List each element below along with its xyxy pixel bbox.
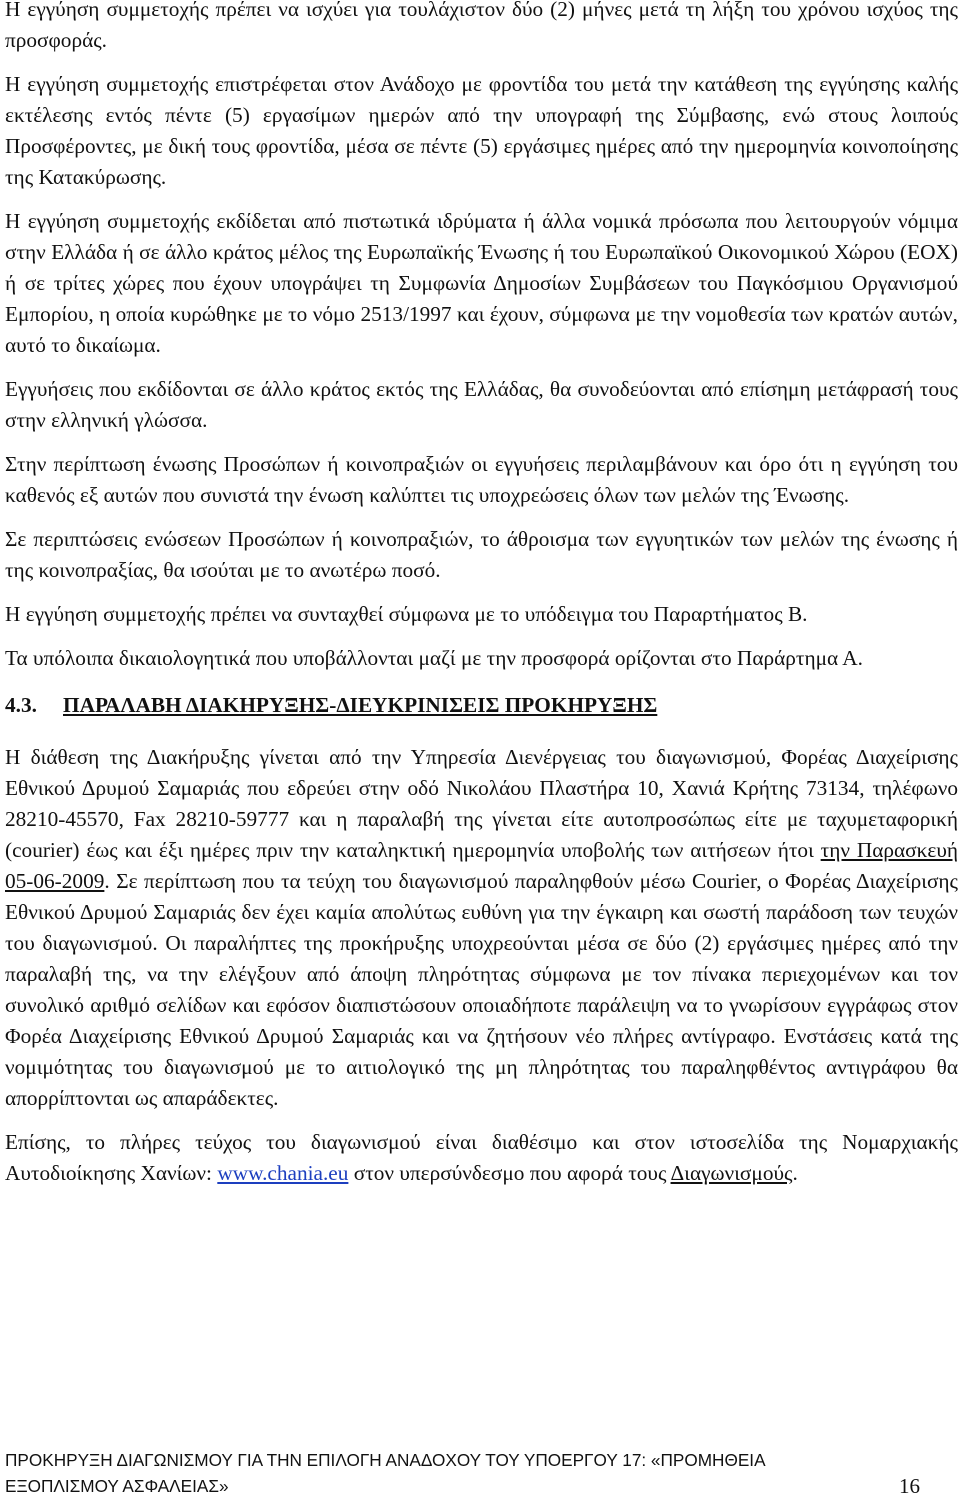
page-number: 16	[899, 1474, 920, 1498]
footer-line-2: ΕΞΟΠΛΙΣΜΟΥ ΑΣΦΑΛΕΙΑΣ»	[5, 1476, 229, 1496]
website-link[interactable]: www.chania.eu	[217, 1161, 349, 1185]
section-title: ΠΑΡΑΛΑΒΗ ΔΙΑΚΗΡΥΞΗΣ-ΔΙΕΥΚΡΙΝΙΣΕΙΣ ΠΡΟΚΗΡΥΞΗΣ	[63, 693, 658, 717]
distribution-text-2: . Σε περίπτωση που τα τεύχη του διαγωνισμού παραληφθούν μέσω Courier, ο Φορέας Διαχείρισης Εθνικού Δρυμού Σαμαριάς δεν έχει καμία απολύτως ευθύνη για την έγκαιρη και σωστή παράδοση των τευχών του διαγωνισμού. Οι παραλήπτες της προκήρυξης υποχρεούνται μέσα σε δύο (2) εργάσιμες ημέρες από την παραλαβή της, να την ελέγξουν από άποψη πληρότητας σύμφωνα με τον πίνακα περιεχομένων και τον συνολικό αριθμό σελίδων και εφόσον διαπιστώσουν οποιαδήποτε παράλειψη να το γνωρίσουν εγγράφως στον Φορέα Διαχείρισης Εθνικού Δρυμού Σαμαριάς και να ζητήσουν νέο πλήρες αντίγραφο. Ενστάσεις κατά της νομιμότητας του διαγωνισμού με το αιτιολογικό της μη πληρότητας του παραληφθέντος αντιγράφου θα απορρίπτονται ως απαράδεκτες.	[5, 869, 958, 1110]
paragraph-distribution	[5, 742, 958, 1114]
footer-line-1: ΠΡΟΚΗΡΥΞΗ ΔΙΑΓΩΝΙΣΜΟΥ ΓΙΑ ΤΗΝ ΕΠΙΛΟΓΗ ΑΝΑΔΟΧΟΥ ΤΟΥ ΥΠΟΕΡΓΟΥ 17: «ΠΡΟΜΗΘΕΙΑ	[5, 1450, 766, 1470]
tenders-link-text: Διαγωνισμούς	[670, 1161, 793, 1185]
footer-line-2-row	[5, 1473, 920, 1499]
paragraph-union-sum: Σε περιπτώσεις ενώσεων Προσώπων ή κοινοπραξιών, το άθροισμα των εγγυητικών των μελών της ένωσης ή της κοινοπραξίας, θα ισούται με το ανωτέρω ποσό.	[5, 527, 958, 582]
page-footer	[5, 1447, 920, 1499]
deadline-date: την Παρασκευή 05-06-2009	[5, 838, 958, 893]
website-text-2: στον υπερσύνδεσμο που αφορά τους	[348, 1161, 671, 1185]
paragraph-website	[5, 1127, 958, 1189]
section-number: 4.3.	[5, 693, 37, 717]
paragraph-guarantee-issuers: Η εγγύηση συμμετοχής εκδίδεται από πιστωτικά ιδρύματα ή άλλα νομικά πρόσωπα που λειτουργούν νόμιμα στην Ελλάδα ή σε άλλο κράτος μέλος της Ευρωπαϊκής Ένωσης ή του Ευρωπαϊκού Οικονομικού Χώρου (ΕΟΧ) ή σε τρίτες χώρες που έχουν υπογράψει τη Συμφωνία Δημοσίων Συμβάσεων του Παγκόσμιου Οργανισμού Εμπορίου, η οποία κυρώθηκε με το νόμο 2513/1997 και έχουν, σύμφωνα με την νομοθεσία των κρατών αυτών, αυτό το δικαίωμα.	[5, 209, 958, 357]
website-text-3: .	[792, 1161, 798, 1185]
section-heading	[5, 690, 958, 720]
paragraph-guarantee-template: Η εγγύηση συμμετοχής πρέπει να συνταχθεί σύμφωνα με το υπόδειγμα του Παραρτήματος Β.	[5, 602, 808, 626]
paragraph-other-documents: Τα υπόλοιπα δικαιολογητικά που υποβάλλονται μαζί με την προσφορά ορίζονται στο Παράρτημα Α.	[5, 646, 864, 670]
paragraph-foreign-guarantees: Εγγυήσεις που εκδίδονται σε άλλο κράτος εκτός της Ελλάδας, θα συνοδεύονται από επίσημη μετάφρασή τους στην ελληνική γλώσσα.	[5, 377, 958, 432]
paragraph-union-guarantees: Στην περίπτωση ένωσης Προσώπων ή κοινοπραξιών οι εγγυήσεις περιλαμβάνουν και όρο ότι η εγγύηση του καθενός εξ αυτών που συνιστά την ένωση καλύπτει τις υποχρεώσεις όλων των μελών της Ένωσης.	[5, 452, 958, 507]
paragraph-guarantee-return: Η εγγύηση συμμετοχής επιστρέφεται στον Ανάδοχο με φροντίδα του μετά την κατάθεση της εγγύησης καλής εκτέλεσης εντός πέντε (5) εργασίμων ημερών από την υπογραφή της Σύμβασης, ενώ στους λοιπούς Προσφέροντες, με δική τους φροντίδα, μέσα σε πέντε (5) εργάσιμες ημέρες από την ημερομηνία κοινοποίησης της Κατακύρωσης.	[5, 72, 958, 189]
website-text-1: Επίσης, το πλήρες τεύχος του διαγωνισμού είναι διαθέσιμο και στον ιστοσελίδα της Νομαρχιακής Αυτοδιοίκησης Χανίων:	[5, 1130, 958, 1185]
paragraph-guarantee-validity: Η εγγύηση συμμετοχής πρέπει να ισχύει για τουλάχιστον δύο (2) μήνες μετά τη λήξη του χρόνου ισχύος της προσφοράς.	[5, 0, 958, 52]
document-page	[5, 0, 958, 1202]
distribution-text-1: Η διάθεση της Διακήρυξης γίνεται από την Υπηρεσία Διενέργειας του διαγωνισμού, Φορέας Διαχείρισης Εθνικού Δρυμού Σαμαριάς που εδρεύει στην οδό Νικολάου Πλαστήρα 10, Χανιά Κρήτης 73134, τηλέφωνο 28210-45570, Fax 28210-59777 και η παραλαβή της γίνεται είτε αυτοπροσώπως είτε με ταχυμεταφορική (courier) έως και έξι ημέρες πριν την καταληκτική ημερομηνία υποβολής των αιτήσεων ήτοι	[5, 745, 958, 862]
